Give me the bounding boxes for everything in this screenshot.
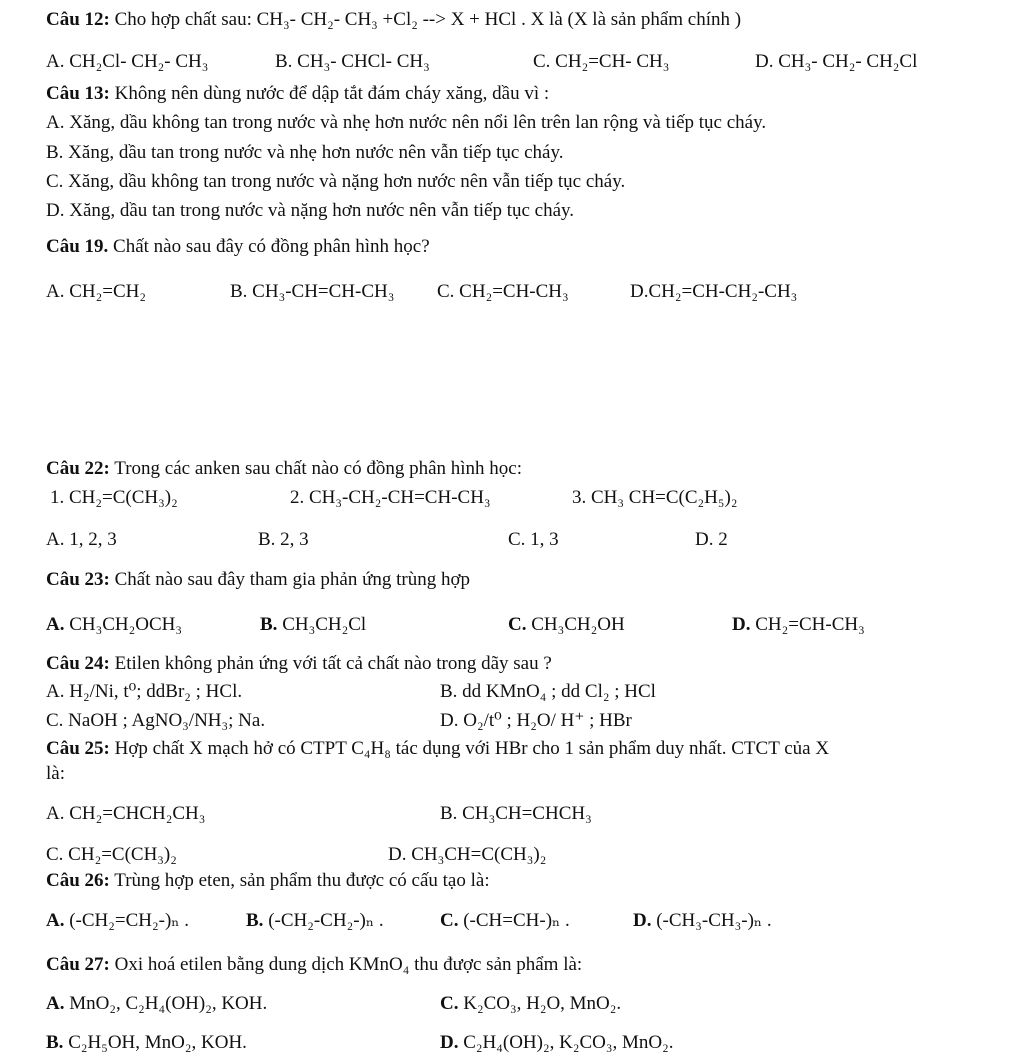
q25-option-b: B. CH₃CH=CHCH₃ bbox=[440, 803, 592, 824]
q19-option-b: B. CH₃-CH=CH-CH₃ bbox=[230, 281, 395, 302]
q24-option-b: B. dd KMnO₄ ; dd Cl₂ ; HCl bbox=[440, 681, 656, 702]
q27-option-a bbox=[46, 992, 267, 1016]
q23-letter-b: B. bbox=[260, 614, 278, 635]
q13-option-a: A. Xăng, dầu không tan trong nước và nhẹ hơn nước nên nổi lên trên lan rộng và tiếp tục cháy. bbox=[46, 112, 767, 133]
q19-option-d: D.CH₂=CH-CH₂-CH₃ bbox=[630, 281, 798, 302]
q25-stem-continuation: là: bbox=[46, 763, 65, 784]
q19-stem-line bbox=[46, 235, 430, 259]
q26-option-a bbox=[46, 909, 189, 933]
q13-option-b: B. Xăng, dầu tan trong nước và nhẹ hơn nước nên vẫn tiếp tục cháy. bbox=[46, 142, 564, 163]
q26-label: Câu 26: bbox=[46, 870, 110, 891]
q22-stem: Trong các anken sau chất nào có đồng phân hình học: bbox=[114, 458, 522, 479]
q22-option-b: B. 2, 3 bbox=[258, 529, 309, 550]
q24-stem-line bbox=[46, 652, 552, 676]
q26-text-b: (-CH₂-CH₂-)ₙ . bbox=[268, 910, 384, 931]
q26-letter-c: C. bbox=[440, 910, 459, 931]
q23-label: Câu 23: bbox=[46, 569, 110, 590]
q23-option-d bbox=[732, 613, 865, 637]
q23-text-d: CH₂=CH-CH₃ bbox=[755, 614, 865, 635]
q12-option-c: C. CH₂=CH- CH₃ bbox=[533, 51, 670, 72]
q13-stem-line bbox=[46, 82, 549, 106]
q23-letter-d: D. bbox=[732, 614, 751, 635]
q26-text-d: (-CH₃-CH₃-)ₙ . bbox=[656, 910, 772, 931]
q27-label: Câu 27: bbox=[46, 954, 110, 975]
q26-option-d bbox=[633, 909, 772, 933]
q27-text-d: C₂H₄(OH)₂, K₂CO₃, MnO₂. bbox=[463, 1032, 674, 1053]
q12-label: Câu 12: bbox=[46, 9, 110, 30]
q27-letter-c: C. bbox=[440, 993, 459, 1014]
q25-option-c: C. CH₂=C(CH₃)₂ bbox=[46, 844, 177, 865]
q27-option-b bbox=[46, 1031, 247, 1055]
q12-option-d: D. CH₃- CH₂- CH₂Cl bbox=[755, 51, 918, 72]
q26-text-a: (-CH₂=CH₂-)ₙ . bbox=[69, 910, 190, 931]
q24-option-d: D. O₂/t⁰ ; H₂O/ H⁺ ; HBr bbox=[440, 710, 632, 731]
q24-option-a: A. H₂/Ni, t⁰; ddBr₂ ; HCl. bbox=[46, 681, 243, 702]
q22-option-c: C. 1, 3 bbox=[508, 529, 559, 550]
q23-option-a bbox=[46, 613, 182, 637]
q26-stem: Trùng hợp eten, sản phẩm thu được có cấu tạo là: bbox=[114, 870, 490, 891]
q19-stem: Chất nào sau đây có đồng phân hình học? bbox=[113, 236, 430, 257]
q23-text-c: CH₃CH₂OH bbox=[531, 614, 625, 635]
q22-item-2: 2. CH₃-CH₂-CH=CH-CH₃ bbox=[290, 487, 491, 508]
q12-stem-line bbox=[46, 8, 741, 32]
q22-stem-line bbox=[46, 457, 522, 481]
q23-option-b bbox=[260, 613, 366, 637]
q24-label: Câu 24: bbox=[46, 653, 110, 674]
q27-letter-d: D. bbox=[440, 1032, 459, 1053]
q22-option-a: A. 1, 2, 3 bbox=[46, 529, 117, 550]
q23-stem: Chất nào sau đây tham gia phản ứng trùng hợp bbox=[114, 569, 471, 590]
q23-text-a: CH₃CH₂OCH₃ bbox=[69, 614, 183, 635]
q24-option-c: C. NaOH ; AgNO₃/NH₃; Na. bbox=[46, 710, 266, 731]
q25-option-a: A. CH₂=CHCH₂CH₃ bbox=[46, 803, 206, 824]
q27-text-b: C₂H₅OH, MnO₂, KOH. bbox=[68, 1032, 247, 1053]
q27-letter-b: B. bbox=[46, 1032, 64, 1053]
q27-option-c bbox=[440, 992, 621, 1016]
q23-letter-a: A. bbox=[46, 614, 65, 635]
q12-option-b: B. CH₃- CHCl- CH₃ bbox=[275, 51, 430, 72]
q23-letter-c: C. bbox=[508, 614, 527, 635]
q23-text-b: CH₃CH₂Cl bbox=[282, 614, 367, 635]
q27-letter-a: A. bbox=[46, 993, 65, 1014]
q22-item-3: 3. CH₃ CH=C(C₂H₅)₂ bbox=[572, 487, 738, 508]
q19-label: Câu 19. bbox=[46, 236, 109, 257]
q25-label: Câu 25: bbox=[46, 738, 110, 759]
q23-option-c bbox=[508, 613, 625, 637]
q27-stem-line bbox=[46, 953, 582, 977]
q26-option-c bbox=[440, 909, 570, 933]
q25-option-d: D. CH₃CH=C(CH₃)₂ bbox=[388, 844, 547, 865]
q22-item-1: 1. CH₂=C(CH₃)₂ bbox=[50, 487, 178, 508]
q25-stem: Hợp chất X mạch hở có CTPT C₄H₈ tác dụng với HBr cho 1 sản phẩm duy nhất. CTCT của X bbox=[114, 738, 830, 759]
q12-stem: Cho hợp chất sau: CH₃- CH₂- CH₃ +Cl₂ --> X + HCl . X là (X là sản phẩm chính ) bbox=[114, 9, 742, 30]
q26-letter-b: B. bbox=[246, 910, 264, 931]
q26-stem-line bbox=[46, 869, 490, 893]
q26-letter-d: D. bbox=[633, 910, 652, 931]
q13-option-c: C. Xăng, dầu không tan trong nước và nặng hơn nước nên vẫn tiếp tục cháy. bbox=[46, 171, 626, 192]
q19-option-c: C. CH₂=CH-CH₃ bbox=[437, 281, 569, 302]
q12-option-a: A. CH₂Cl- CH₂- CH₃ bbox=[46, 51, 209, 72]
q26-text-c: (-CH=CH-)ₙ . bbox=[463, 910, 570, 931]
q27-text-a: MnO₂, C₂H₄(OH)₂, KOH. bbox=[69, 993, 268, 1014]
q13-option-d: D. Xăng, dầu tan trong nước và nặng hơn nước nên vẫn tiếp tục cháy. bbox=[46, 200, 575, 221]
q22-option-d: D. 2 bbox=[695, 529, 728, 550]
q23-stem-line bbox=[46, 568, 470, 592]
q22-label: Câu 22: bbox=[46, 458, 110, 479]
q24-stem: Etilen không phản ứng với tất cả chất nào trong dãy sau ? bbox=[114, 653, 552, 674]
q13-stem: Không nên dùng nước để dập tắt đám cháy xăng, dầu vì : bbox=[114, 83, 550, 104]
q27-stem: Oxi hoá etilen bằng dung dịch KMnO₄ thu được sản phẩm là: bbox=[114, 954, 583, 975]
q13-label: Câu 13: bbox=[46, 83, 110, 104]
q26-letter-a: A. bbox=[46, 910, 65, 931]
q25-stem-line bbox=[46, 737, 829, 761]
q26-option-b bbox=[246, 909, 384, 933]
q19-option-a: A. CH₂=CH₂ bbox=[46, 281, 146, 302]
q27-option-d bbox=[440, 1031, 673, 1055]
q27-text-c: K₂CO₃, H₂O, MnO₂. bbox=[463, 993, 622, 1014]
